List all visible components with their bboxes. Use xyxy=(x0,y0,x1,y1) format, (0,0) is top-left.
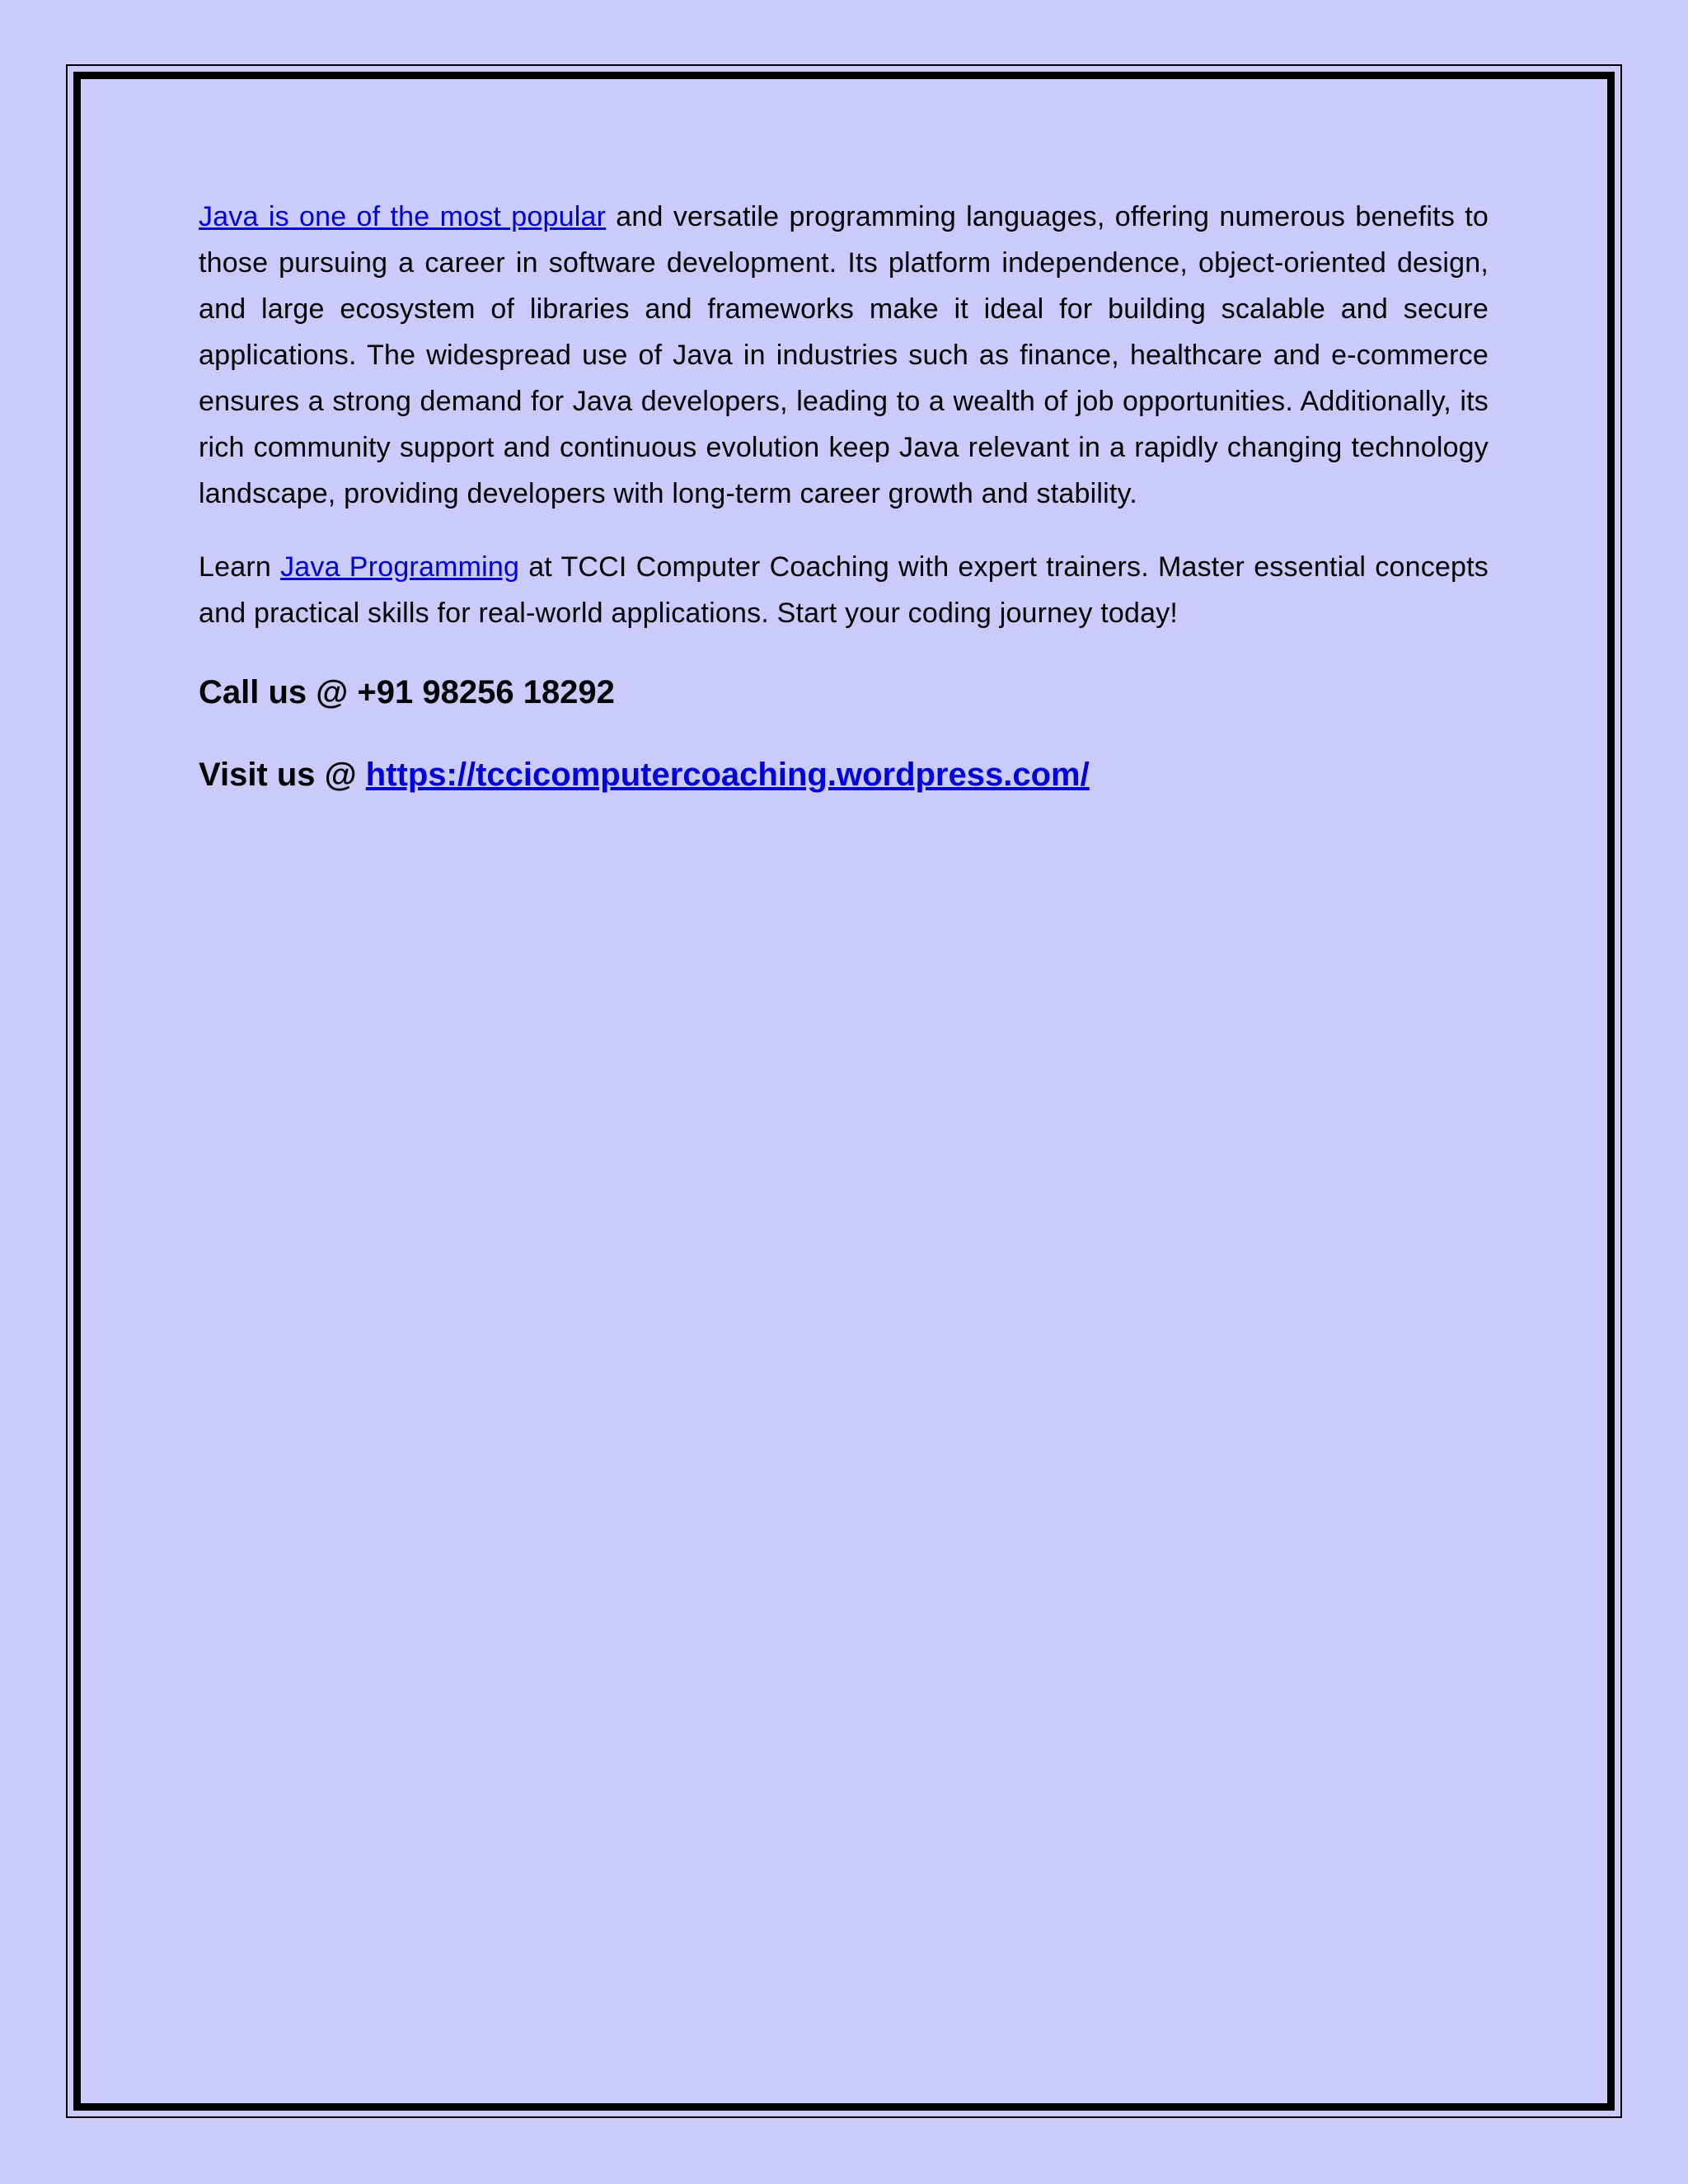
java-popular-link[interactable]: Java is one of the most popular xyxy=(199,201,607,232)
intro-paragraph xyxy=(199,194,1489,517)
call-us-line: Call us @ +91 98256 18292 xyxy=(199,674,615,710)
visit-us-label: Visit us @ xyxy=(199,757,366,793)
java-programming-link[interactable]: Java Programming xyxy=(280,551,520,583)
course-paragraph-prefix: Learn xyxy=(199,551,281,583)
document-body xyxy=(199,194,1489,798)
intro-paragraph-text: and versatile programming languages, offering numerous benefits to those pursuing a career in software development. Its platform independence, object-oriented design, and large ecosystem of libraries and frameworks make it ideal for building scalable and secure applications. The widespread use of Java in industries such as finance, healthcare and e-commerce ensures a strong demand for Java developers, leading to a wealth of job opportunities. Additionally, its rich community support and continuous evolution keep Java relevant in a rapidly changing technology landscape, providing developers with long-term career growth and stability. xyxy=(199,201,1489,509)
visit-us-line xyxy=(199,752,1489,798)
course-paragraph-text: at TCCI Computer Coaching with expert trainers. Master essential concepts and practical skills for real-world applications. Start your coding journey today! xyxy=(199,551,1489,629)
website-link[interactable]: https://tccicomputercoaching.wordpress.com/ xyxy=(365,757,1090,793)
course-paragraph xyxy=(199,544,1489,636)
